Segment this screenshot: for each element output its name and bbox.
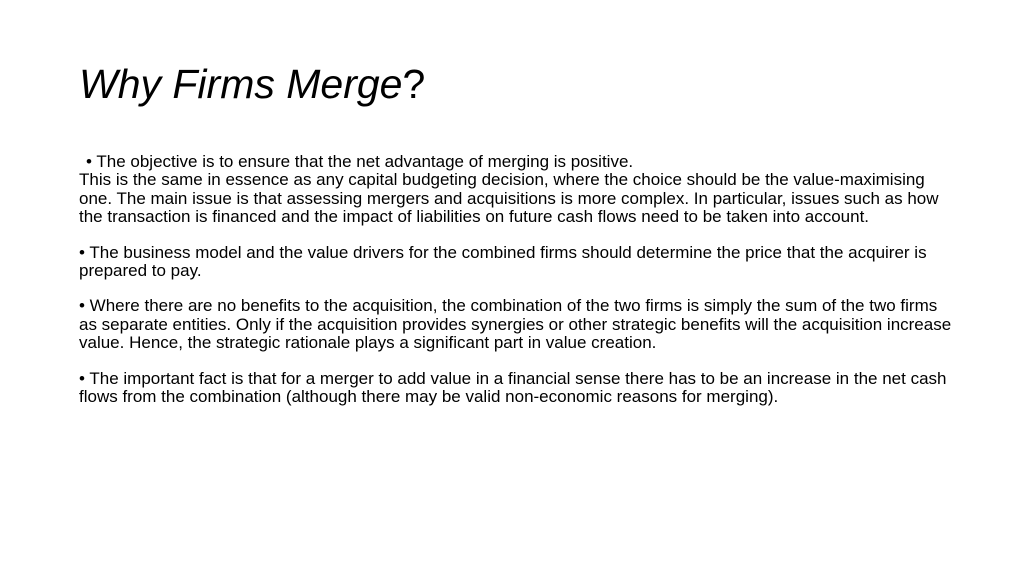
- bullet-paragraph: [79, 370, 959, 407]
- bullet-paragraph: [79, 297, 959, 352]
- slide-title-text: Why Firms Merge: [79, 61, 403, 107]
- bullet-text: • The important fact is that for a merger to add value in a financial sense there has to be an increase in the net cash flows from the combination (although there may be valid non-economic reasons for merging).: [79, 368, 947, 407]
- bullet-text: • The business model and the value drivers for the combined firms should determine the price that the acquirer is prepared to pay.: [79, 242, 927, 281]
- slide-title: [79, 58, 425, 110]
- bullet-paragraph: [79, 153, 959, 227]
- bullet-text: • Where there are no benefits to the acquisition, the combination of the two firms is simply the sum of the two firms as separate entities. Only if the acquisition provides synergies or other strategic benefits will the acquisition increase value. Hence, the strategic rationale plays a significant part in value creation.: [79, 296, 952, 353]
- bullet-paragraph: [79, 244, 959, 281]
- slide-body: [79, 153, 959, 423]
- bullet-continuation-text: This is the same in essence as any capital budgeting decision, where the choice should be the value-maximising one. The main issue is that assessing mergers and acquisitions is more complex. In particular, issues such as how the transaction is financed and the impact of liabilities on future cash flows need to be taken into account.: [79, 170, 939, 227]
- bullet-lead-text: • The objective is to ensure that the net advantage of merging is positive.: [86, 152, 634, 171]
- slide-title-question-mark: ?: [402, 61, 426, 107]
